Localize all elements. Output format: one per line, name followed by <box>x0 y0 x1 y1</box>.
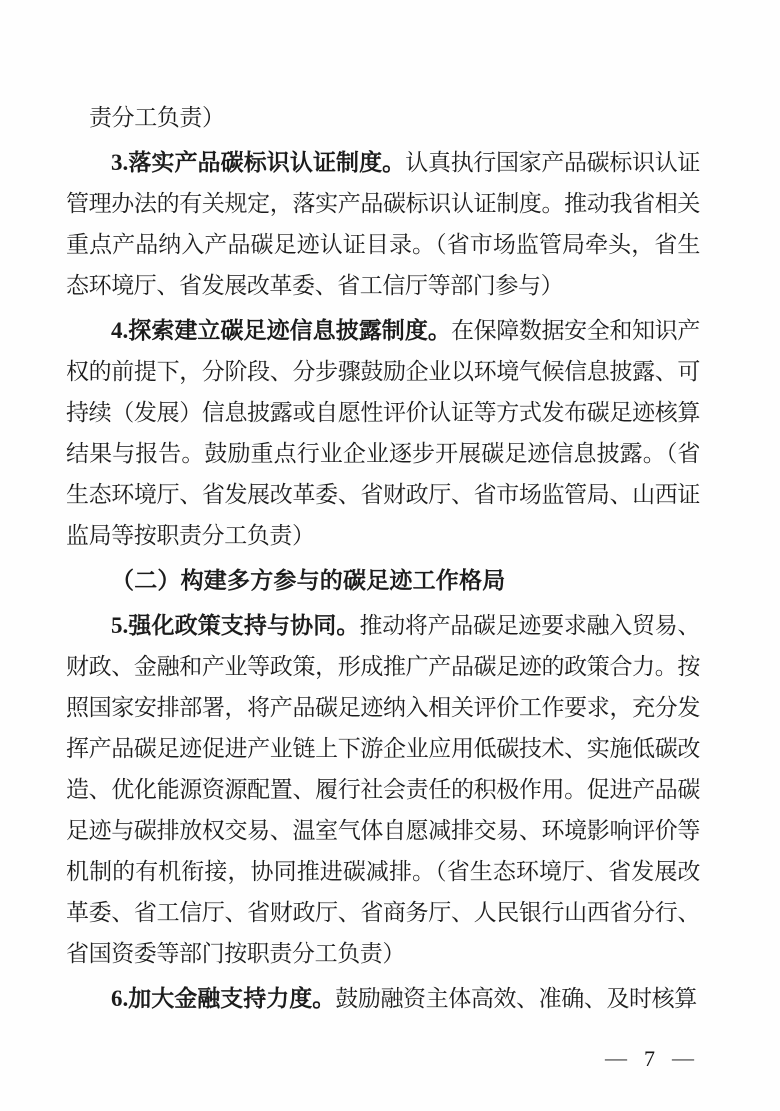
page-footer <box>605 1045 694 1071</box>
paragraph: 4.探索建立碳足迹信息披露制度。在保障数据安全和知识产权的前提下，分阶段、分步骤鼓励企业以环境气候信息披露、可持续（发展）信息披露或自愿性评价认证等方式发布碳足迹核算结果与报告。鼓励重点行业企业逐步开展碳足迹信息披露。（省生态环境厅、省发展改革委、省财政厅、省市场监管局、山西证监局等按职责分工负责） <box>66 318 700 548</box>
paragraph: 5.强化政策支持与协同。推动将产品碳足迹要求融入贸易、财政、金融和产业等政策，形成推广产品碳足迹的政策合力。按照国家安排部署，将产品碳足迹纳入相关评价工作要求，充分发挥产品碳足迹促进产业链上下游企业应用低碳技术、实施低碳改造、优化能源资源配置、履行社会责任的积极作用。促进产品碳足迹与碳排放权交易、温室气体自愿减排交易、环境影响评价等机制的有机衔接，协同推进碳减排。（省生态环境厅、省发展改革委、省工信厅、省财政厅、省商务厅、人民银行山西省分行、省国资委等部门按职责分工负责） <box>66 613 700 966</box>
paragraph: 6.加大金融支持力度。鼓励融资主体高效、准确、及时核算 <box>111 986 697 1011</box>
paragraph-lead: 4.探索建立碳足迹信息披露制度。 <box>111 318 451 343</box>
paragraph-lead: 5.强化政策支持与协同。 <box>111 613 360 638</box>
paragraphs <box>66 142 700 1019</box>
continuation-line: 责分工负责） <box>89 105 225 130</box>
footer-dash-left: — <box>605 1045 627 1070</box>
page-number: 7 <box>644 1046 655 1071</box>
text-block <box>66 97 700 1019</box>
section-heading: （二）构建多方参与的碳足迹工作格局 <box>111 568 506 593</box>
paragraph: 3.落实产品碳标识认证制度。认真执行国家产品碳标识认证管理办法的有关规定，落实产品碳标识认证制度。推动我省相关重点产品纳入产品碳足迹认证目录。（省市场监管局牵头，省生态环境厅、省发展改革委、省工信厅等部门参与） <box>66 150 700 298</box>
paragraph-lead: 3.落实产品碳标识认证制度。 <box>111 150 406 175</box>
paragraph-lead: 6.加大金融支持力度。 <box>111 986 336 1011</box>
footer-dash-right: — <box>672 1045 694 1070</box>
